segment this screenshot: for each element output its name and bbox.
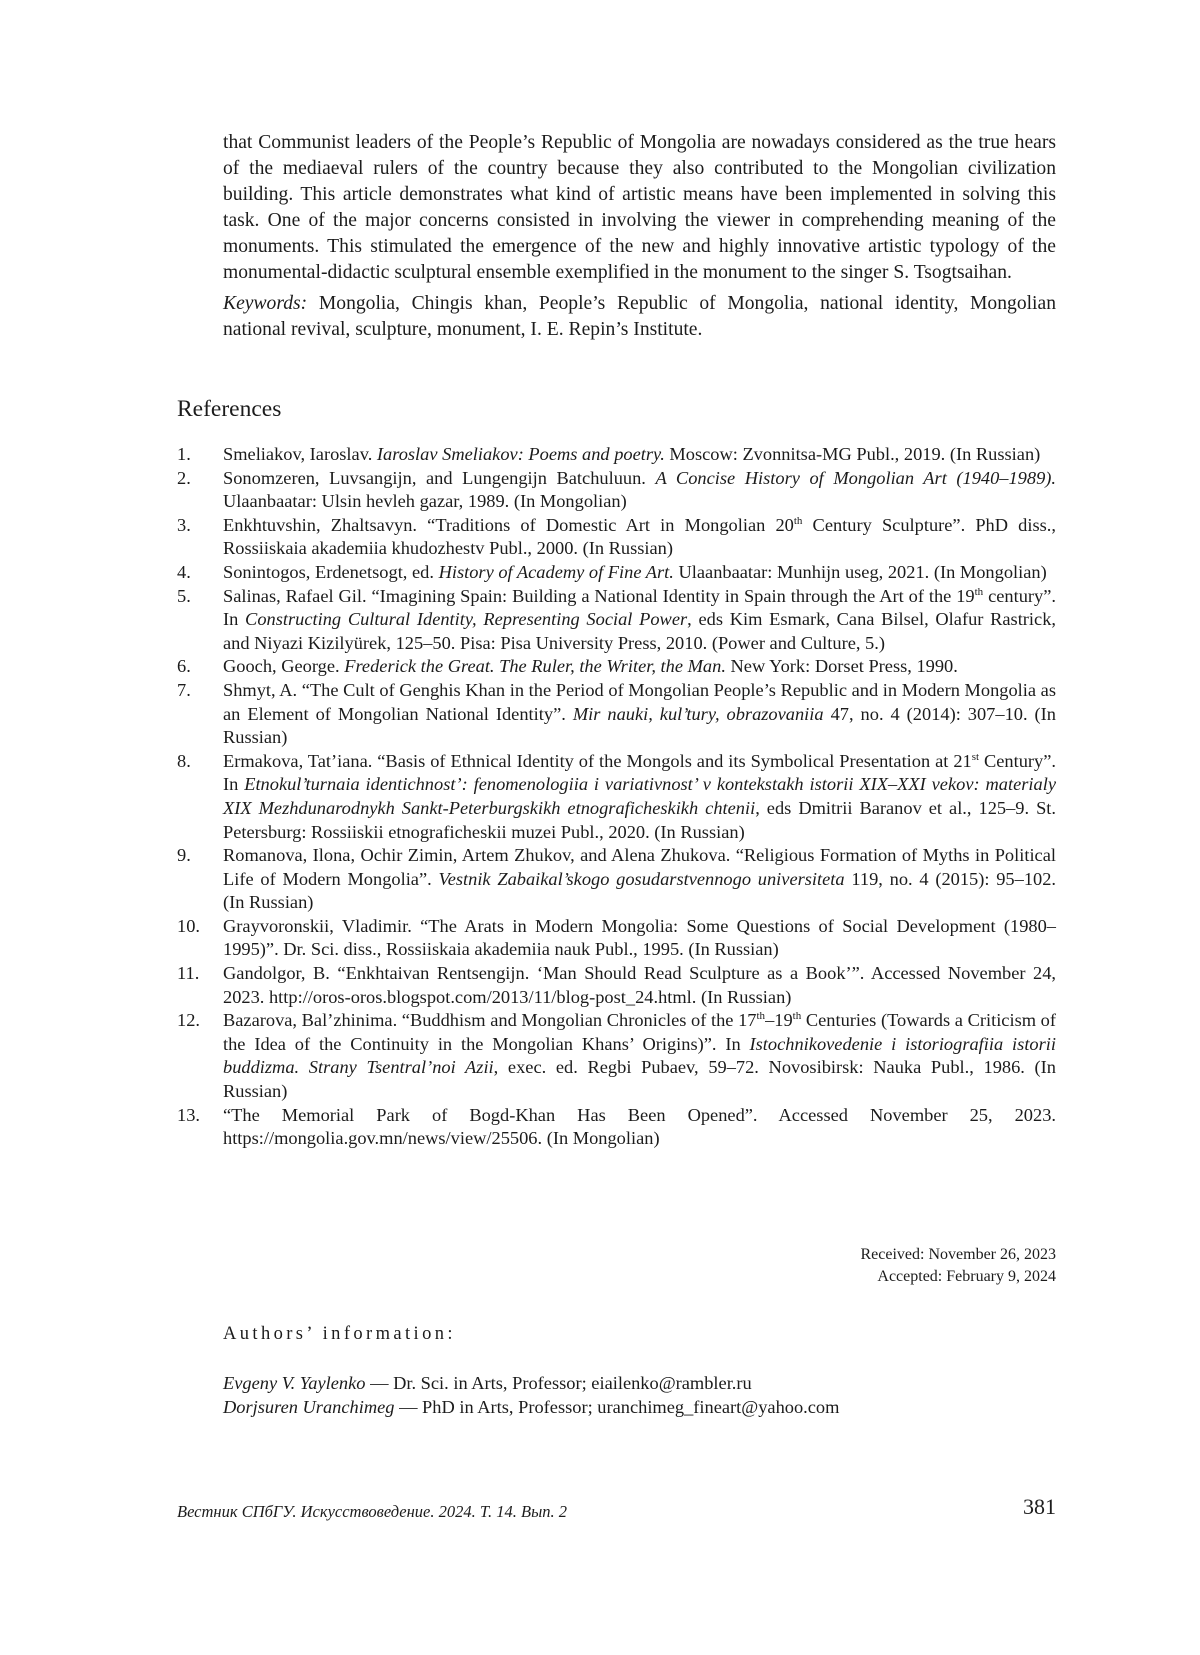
keywords-label: Keywords: (223, 293, 308, 314)
reference-text: Enkhtuvshin, Zhaltsavyn. “Traditions of Domestic Art in Mongolian 20th Century Sculpture”. PhD diss., Rossiiskaia akademiia khudozhestv Publ., 2000. (In Russian) (223, 514, 1056, 559)
reference-text: Smeliakov, Iaroslav. Iaroslav Smeliakov: Poems and poetry. Moscow: Zvonnitsa-MG Publ., 2019. (In Russian) (223, 444, 1041, 464)
reference-item (177, 844, 1056, 915)
reference-number: 9. (177, 845, 191, 866)
reference-text: Salinas, Rafael Gil. “Imagining Spain: Building a National Identity in Spain through the Art of the 19th century”. In Constructing Cultural Identity, Representing Social Power, eds Kim Esmark, Cana Bilsel, Olafur Rastrick, and Niyazi Kizilyürek, 125–50. Pisa: Pisa University Press, 2010. (Power and Culture, 5.) (223, 585, 1056, 653)
reference-item (177, 962, 1056, 1009)
references-heading: References (177, 396, 282, 422)
author-name: Dorjsuren Uranchimeg (223, 1396, 395, 1417)
reference-text: Shmyt, A. “The Cult of Genghis Khan in the Period of Mongolian People’s Republic and in Modern Mongolia as an Element of Mongolian National Identity”. Mir nauki, kul’tury, obrazovaniia 47, no. 4 (2014): 307–10. (In Russian) (223, 679, 1056, 748)
reference-number: 8. (177, 750, 191, 771)
received-date: Received: November 26, 2023 (860, 1246, 1056, 1263)
author-entry (223, 1396, 839, 1420)
reference-number: 2. (177, 467, 191, 488)
reference-number: 10. (177, 915, 200, 936)
reference-number: 1. (177, 444, 191, 464)
author-info: — Dr. Sci. in Arts, Professor; eiailenko@rambler.ru (365, 1373, 752, 1393)
author-info: — PhD in Arts, Professor; uranchimeg_fineart@yahoo.com (394, 1396, 840, 1417)
keywords-text: Mongolia, Chingis khan, People’s Republic of Mongolia, national identity, Mongolian national revival, sculpture, monument, I. E. Repin’s Institute. (223, 293, 1056, 340)
reference-text: Gandolgor, B. “Enkhtaivan Rentsengijn. ‘Man Should Read Sculpture as a Book’”. Accessed November 24, 2023. http://oros-oros.blogspot.com/2013/11/blog-post_24.html. (In Russian) (223, 963, 1056, 1007)
reference-number: 4. (177, 561, 191, 582)
reference-item (177, 1104, 1056, 1151)
reference-item (177, 655, 1056, 679)
footer-journal-title: Вестник СПбГУ. Искусствоведение. 2024. Т. 14. Вып. 2 (177, 1502, 568, 1521)
reference-text: Sonomzeren, Luvsangijn, and Lungengijn Batchuluun. A Concise History of Mongolian Art (1940–1989). Ulaanbaatar: Ulsin hevleh gazar, 1989. (In Mongolian) (223, 467, 1056, 512)
reference-text: Ermakova, Tat’iana. “Basis of Ethnical Identity of the Mongols and its Symbolical Presentation at 21st Century”. In Etnokul’turnaia identichnost’: fenomenologiia i variativnost’ v kontekstakh istorii XIX–XXI vekov: materialy XIX Mezhdunarodnykh Sankt-Peterburgskikh etnograficheskikh chtenii, eds Dmitrii Baranov et al., 125–9. St. Petersburg: Rossiiskii etnograficheskii muzei Publ., 2020. (In Russian) (223, 750, 1057, 842)
reference-number: 13. (177, 1104, 200, 1125)
reference-item (177, 514, 1056, 561)
reference-item (177, 585, 1056, 656)
reference-item (177, 679, 1056, 750)
reference-number: 7. (177, 679, 191, 700)
page-number: 381 (1023, 1494, 1056, 1519)
reference-item (177, 915, 1056, 962)
reference-item (177, 561, 1056, 585)
reference-item (177, 443, 1056, 467)
keywords-line (223, 291, 1056, 343)
abstract-text: that Communist leaders of the People’s Republic of Mongolia are nowadays considered as the true hears of the mediaeval rulers of the country because they also contributed to the Mongolian civilization building. This article demonstrates what kind of artistic means have been implemented in solving this task. One of the major concerns consisted in involving the viewer in comprehending meaning of the monuments. This stimulated the emergence of the new and highly innovative artistic typology of the monumental-didactic sculptural ensemble exemplified in the monument to the singer S. Tsogtsaihan. (223, 132, 1056, 283)
reference-number: 3. (177, 514, 191, 535)
accepted-date: Accepted: February 9, 2024 (877, 1268, 1056, 1285)
reference-number: 11. (177, 963, 200, 984)
reference-number: 6. (177, 656, 191, 677)
reference-text: Romanova, Ilona, Ochir Zimin, Artem Zhukov, and Alena Zhukova. “Religious Formation of Myths in Political Life of Modern Mongolia”. Vestnik Zabaikal’skogo gosudarstvennogo universiteta 119, no. 4 (2015): 95–102. (In Russian) (223, 845, 1056, 913)
reference-text: “The Memorial Park of Bogd-Khan Has Been Opened”. Accessed November 25, 2023. https://mongolia.gov.mn/news/view/25506. (In Mongolian) (223, 1104, 1056, 1149)
authors-heading: Authors’ information: (223, 1324, 456, 1344)
reference-text: Grayvoronskii, Vladimir. “The Arats in Modern Mongolia: Some Questions of Social Development (1980–1995)”. Dr. Sci. diss., Rossiiskaia akademiia nauk Publ., 1995. (In Russian) (223, 915, 1056, 960)
authors-list (223, 1372, 839, 1419)
author-name: Evgeny V. Yaylenko (223, 1373, 366, 1393)
reference-item (177, 1009, 1056, 1103)
reference-text: Sonintogos, Erdenetsogt, ed. History of Academy of Fine Art. Ulaanbaatar: Munhijn useg, 2021. (In Mongolian) (223, 561, 1047, 582)
reference-text: Bazarova, Bal’zhinima. “Buddhism and Mongolian Chronicles of the 17th–19th Centuries (Towards a Criticism of the Idea of the Continuity in the Mongolian Khans’ Origins)”. In Istochnikovedenie i istoriografiia istorii buddizma. Strany Tsentral’noi Azii, exec. ed. Regbi Pubaev, 59–72. Novosibirsk: Nauka Publ., 1986. (In Russian) (223, 1010, 1056, 1102)
reference-item (177, 750, 1056, 844)
reference-item (177, 467, 1056, 514)
abstract-section (223, 130, 1056, 343)
references-list (177, 443, 1056, 1151)
reference-number: 12. (177, 1010, 200, 1031)
submission-dates (861, 1244, 1057, 1288)
reference-number: 5. (177, 585, 191, 606)
reference-text: Gooch, George. Frederick the Great. The Ruler, the Writer, the Man. New York: Dorset Press, 1990. (223, 656, 958, 677)
author-entry (223, 1372, 839, 1396)
